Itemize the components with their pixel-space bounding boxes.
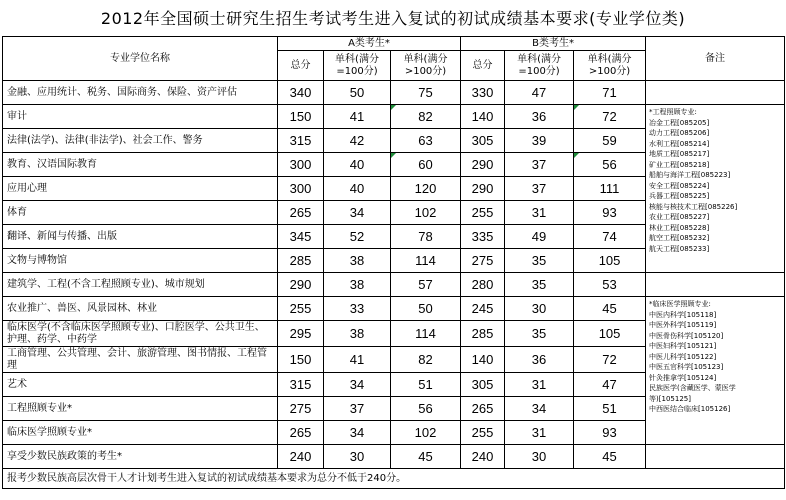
b-single-over100-cell: 45: [574, 297, 646, 321]
b-single-over100-cell: 59: [574, 129, 646, 153]
a-single-over100-cell: 120: [391, 177, 461, 201]
a-total-cell: 340: [278, 81, 324, 105]
a-total-cell: 255: [278, 297, 324, 321]
a-single-100-cell: 37: [324, 397, 391, 421]
note-line: 冶金工程[085205]: [649, 118, 710, 127]
a-single-over100-cell: 78: [391, 225, 461, 249]
note-line: 中西医结合临床[105126]: [649, 405, 731, 413]
note-line: 中医五官科学[105123]: [649, 363, 724, 371]
note-line: *临床医学照顾专业:: [649, 300, 711, 308]
note-line: 船舶与海洋工程[085223]: [649, 171, 731, 179]
a-total-cell: 300: [278, 153, 324, 177]
note-line: 安全工程[085224]: [649, 181, 710, 190]
header-b-total: 总分: [461, 51, 505, 81]
a-single-over100-cell: 63: [391, 129, 461, 153]
a-single-100-cell: 40: [324, 153, 391, 177]
a-total-cell: 295: [278, 321, 324, 347]
a-total-cell: 300: [278, 177, 324, 201]
header-a-group: A类考生*: [278, 37, 461, 51]
b-single-100-cell: 35: [505, 321, 574, 347]
b-total-cell: 290: [461, 153, 505, 177]
b-single-over100-cell: 93: [574, 421, 646, 445]
note-line: 水利工程[085214]: [649, 139, 710, 148]
b-single-over100-cell: 111: [574, 177, 646, 201]
b-single-100-cell: 30: [505, 297, 574, 321]
degree-name-cell: 应用心理: [3, 177, 278, 201]
a-total-cell: 275: [278, 397, 324, 421]
a-single-over100-cell: 56: [391, 397, 461, 421]
b-single-over100-cell: 105: [574, 321, 646, 347]
b-total-cell: 255: [461, 201, 505, 225]
b-single-100-cell: 31: [505, 421, 574, 445]
remark-empty-cell: [646, 445, 785, 469]
header-b-single-over100: 单科(满分>100分): [574, 51, 646, 81]
degree-name-cell: 临床医学(不含临床医学照顾专业)、口腔医学、公共卫生、护理、药学、中药学: [3, 321, 278, 347]
a-single-100-cell: 38: [324, 249, 391, 273]
b-single-over100-cell: 72: [574, 347, 646, 373]
degree-name-cell: 金融、应用统计、税务、国际商务、保险、资产评估: [3, 81, 278, 105]
b-single-100-cell: 36: [505, 105, 574, 129]
a-total-cell: 240: [278, 445, 324, 469]
b-total-cell: 140: [461, 347, 505, 373]
a-single-100-cell: 34: [324, 421, 391, 445]
b-single-over100-cell: 51: [574, 397, 646, 421]
a-single-over100-cell: 60: [391, 153, 461, 177]
table-row: [3, 273, 785, 297]
degree-name-cell: 审计: [3, 105, 278, 129]
a-total-cell: 150: [278, 105, 324, 129]
note-line: 农业工程[085227]: [649, 213, 710, 221]
note-line: 中医外科学[105119]: [649, 321, 717, 329]
b-total-cell: 265: [461, 397, 505, 421]
a-single-100-cell: 34: [324, 373, 391, 397]
a-single-100-cell: 42: [324, 129, 391, 153]
header-b-single-100: 单科(满分=100分): [505, 51, 574, 81]
b-total-cell: 285: [461, 321, 505, 347]
a-single-over100-cell: 75: [391, 81, 461, 105]
note-line: 动力工程[085206]: [649, 129, 710, 137]
degree-name-cell: 教育、汉语国际教育: [3, 153, 278, 177]
degree-name-cell: 翻译、新闻与传播、出版: [3, 225, 278, 249]
table-row: [3, 297, 785, 321]
degree-name-cell: 文物与博物馆: [3, 249, 278, 273]
remark-empty-cell: [646, 81, 785, 105]
table-row: [3, 81, 785, 105]
a-single-100-cell: 33: [324, 297, 391, 321]
a-single-over100-cell: 114: [391, 249, 461, 273]
header-degree-name: 专业学位名称: [3, 37, 278, 81]
b-total-cell: 240: [461, 445, 505, 469]
a-single-100-cell: 50: [324, 81, 391, 105]
degree-name-cell: 农业推广、兽医、风景园林、林业: [3, 297, 278, 321]
a-total-cell: 315: [278, 129, 324, 153]
note-line: 中医儿科学[105122]: [649, 352, 717, 361]
b-single-100-cell: 35: [505, 249, 574, 273]
page-title: 2012年全国硕士研究生招生考试考生进入复试的初试成绩基本要求(专业学位类): [100, 8, 686, 28]
note-line: 兵器工程[085225]: [649, 192, 710, 200]
b-single-100-cell: 37: [505, 153, 574, 177]
remark-engineering-notes: [646, 105, 785, 273]
b-single-over100-cell: 74: [574, 225, 646, 249]
note-line: 中医妇科学[105121]: [649, 342, 717, 350]
remark-clinical-notes: [646, 297, 785, 445]
a-single-100-cell: 38: [324, 273, 391, 297]
degree-name-cell: 法律(法学)、法律(非法学)、社会工作、警务: [3, 129, 278, 153]
b-total-cell: 305: [461, 129, 505, 153]
a-total-cell: 150: [278, 347, 324, 373]
a-single-100-cell: 34: [324, 201, 391, 225]
header-a-single-100: 单科(满分=100分): [324, 51, 391, 81]
remark-empty-cell: [646, 273, 785, 297]
note-line: 航天工程[085233]: [649, 244, 710, 253]
b-total-cell: 305: [461, 373, 505, 397]
a-single-100-cell: 41: [324, 105, 391, 129]
b-single-over100-cell: 53: [574, 273, 646, 297]
a-total-cell: 265: [278, 421, 324, 445]
footer-note: 报考少数民族高层次骨干人才计划考生进入复试的初试成绩基本要求为总分不低于240分。: [3, 469, 785, 489]
note-line: 民族医学(含藏医学、蒙医学: [649, 384, 736, 392]
degree-name-cell: 体育: [3, 201, 278, 225]
note-line: 地质工程[085217]: [649, 150, 710, 158]
b-single-100-cell: 35: [505, 273, 574, 297]
note-line: 矿业工程[085218]: [649, 160, 710, 169]
b-single-100-cell: 31: [505, 201, 574, 225]
header-a-total: 总分: [278, 51, 324, 81]
b-single-over100-cell: 45: [574, 445, 646, 469]
b-single-100-cell: 34: [505, 397, 574, 421]
b-total-cell: 275: [461, 249, 505, 273]
table-row: [3, 445, 785, 469]
b-total-cell: 335: [461, 225, 505, 249]
footer-row: [3, 469, 785, 489]
header-a-single-over100: 单科(满分>100分): [391, 51, 461, 81]
b-total-cell: 245: [461, 297, 505, 321]
note-line: 林业工程[085228]: [649, 223, 710, 232]
b-single-100-cell: 37: [505, 177, 574, 201]
a-total-cell: 285: [278, 249, 324, 273]
a-single-100-cell: 30: [324, 445, 391, 469]
b-total-cell: 280: [461, 273, 505, 297]
note-line: 针灸推拿学[105124]: [649, 373, 717, 382]
a-single-100-cell: 40: [324, 177, 391, 201]
a-single-over100-cell: 45: [391, 445, 461, 469]
b-single-over100-cell: 56: [574, 153, 646, 177]
b-total-cell: 330: [461, 81, 505, 105]
header-remark: 备注: [646, 37, 785, 81]
note-line: 中医内科学[105118]: [649, 310, 717, 319]
header-b-group: B类考生*: [461, 37, 646, 51]
b-single-over100-cell: 72: [574, 105, 646, 129]
a-total-cell: 345: [278, 225, 324, 249]
a-single-100-cell: 52: [324, 225, 391, 249]
a-total-cell: 265: [278, 201, 324, 225]
a-total-cell: 315: [278, 373, 324, 397]
note-line: *工程照顾专业:: [649, 108, 697, 116]
degree-name-cell: 艺术: [3, 373, 278, 397]
a-single-over100-cell: 102: [391, 201, 461, 225]
table-row: [3, 105, 785, 129]
b-single-100-cell: 39: [505, 129, 574, 153]
b-single-100-cell: 36: [505, 347, 574, 373]
a-single-over100-cell: 82: [391, 347, 461, 373]
a-single-100-cell: 41: [324, 347, 391, 373]
a-single-over100-cell: 102: [391, 421, 461, 445]
note-line: 航空工程[085232]: [649, 234, 710, 242]
a-single-over100-cell: 50: [391, 297, 461, 321]
a-single-over100-cell: 57: [391, 273, 461, 297]
b-single-100-cell: 31: [505, 373, 574, 397]
a-single-over100-cell: 51: [391, 373, 461, 397]
note-line: 等)[105125]: [649, 394, 691, 403]
b-single-100-cell: 30: [505, 445, 574, 469]
degree-name-cell: 临床医学照顾专业*: [3, 421, 278, 445]
degree-name-cell: 享受少数民族政策的考生*: [3, 445, 278, 469]
b-total-cell: 290: [461, 177, 505, 201]
b-total-cell: 140: [461, 105, 505, 129]
note-line: 核能与核技术工程[085226]: [649, 202, 738, 211]
note-line: 中医骨伤科学[105120]: [649, 331, 724, 340]
b-total-cell: 255: [461, 421, 505, 445]
b-single-100-cell: 49: [505, 225, 574, 249]
b-single-over100-cell: 71: [574, 81, 646, 105]
a-single-over100-cell: 114: [391, 321, 461, 347]
b-single-over100-cell: 105: [574, 249, 646, 273]
b-single-100-cell: 47: [505, 81, 574, 105]
score-table: [2, 36, 785, 489]
degree-name-cell: 建筑学、工程(不含工程照顾专业)、城市规划: [3, 273, 278, 297]
degree-name-cell: 工商管理、公共管理、会计、旅游管理、图书情报、工程管理: [3, 347, 278, 373]
b-single-over100-cell: 93: [574, 201, 646, 225]
degree-name-cell: 工程照顾专业*: [3, 397, 278, 421]
a-single-100-cell: 38: [324, 321, 391, 347]
a-single-over100-cell: 82: [391, 105, 461, 129]
a-total-cell: 290: [278, 273, 324, 297]
b-single-over100-cell: 47: [574, 373, 646, 397]
